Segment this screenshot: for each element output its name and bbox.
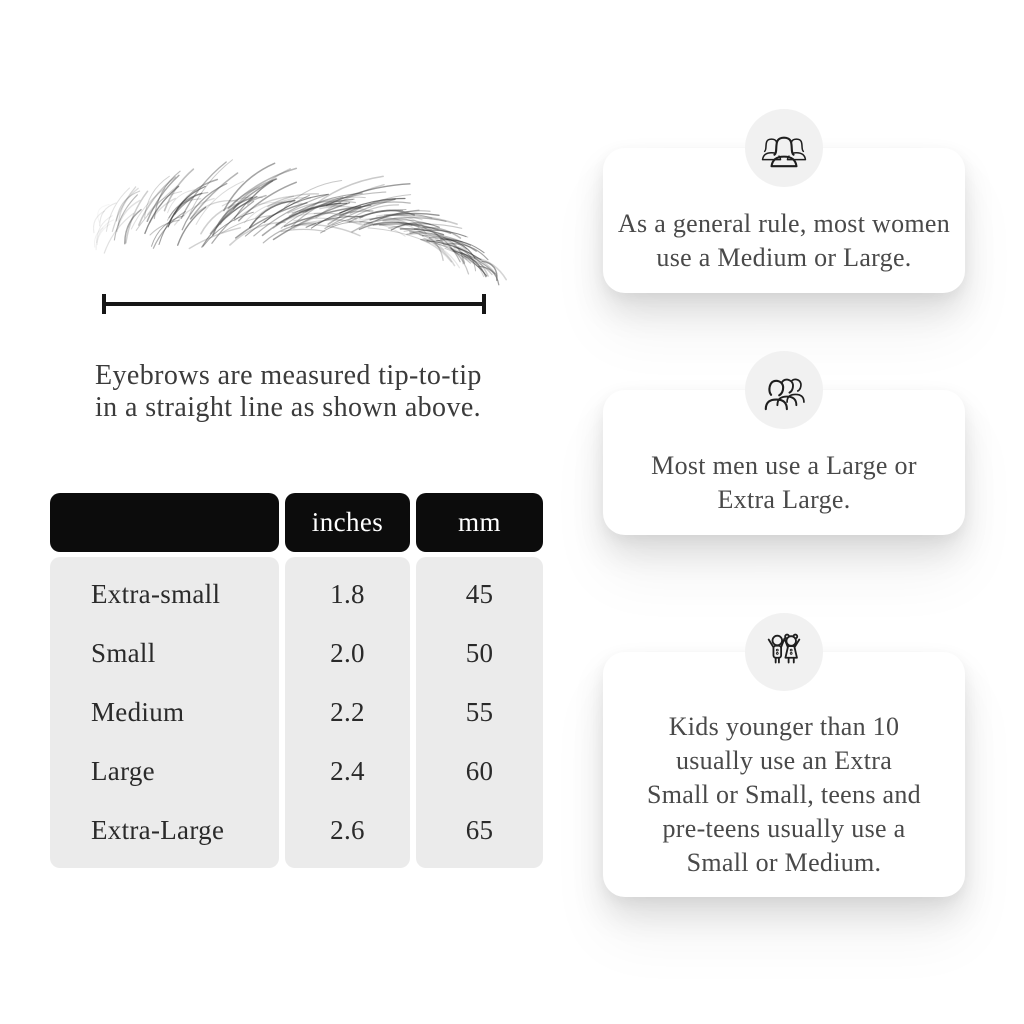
table-cell-size: Small	[91, 638, 156, 668]
info-card-kids	[603, 652, 965, 897]
table-cell-size: Extra-Large	[91, 815, 225, 845]
caption-line: Eyebrows are measured tip-to-tip	[95, 360, 482, 391]
measurement-caption	[95, 360, 515, 424]
table-header-size	[50, 493, 279, 552]
table-cell-mm: 50	[465, 638, 494, 668]
table-cell-mm: 45	[465, 579, 494, 609]
table-cell-inches: 2.0	[330, 638, 365, 668]
table-header-inches	[285, 493, 410, 552]
card-text-line: As a general rule, most women	[617, 208, 951, 238]
info-card-text	[603, 390, 965, 535]
measurement-tick-left	[102, 294, 106, 314]
info-card-text	[603, 148, 965, 293]
caption-line: in a straight line as shown above.	[95, 392, 482, 423]
table-column-mm	[416, 557, 543, 868]
measurement-line	[102, 302, 486, 306]
table-cell-mm: 60	[465, 756, 494, 786]
card-text-line: Most men use a Large or	[651, 450, 917, 480]
card-text-line: Kids younger than 10	[668, 711, 900, 741]
card-text-line: Small or Small, teens and	[647, 779, 921, 809]
table-cell-inches: 2.4	[330, 756, 365, 786]
table-cell-mm: 65	[465, 815, 494, 845]
card-text-line: Extra Large.	[717, 484, 851, 514]
table-column-inches	[285, 557, 410, 868]
card-text-line: use a Medium or Large.	[656, 242, 912, 272]
info-card-women	[603, 148, 965, 293]
table-cell-size: Extra-small	[91, 579, 221, 609]
table-cell-size: Medium	[91, 697, 185, 727]
measurement-tick-right	[482, 294, 486, 314]
table-cell-size: Large	[91, 756, 155, 786]
table-cell-inches: 2.6	[330, 815, 365, 845]
card-text-line: Small or Medium.	[686, 847, 882, 877]
table-cell-inches: 1.8	[330, 579, 365, 609]
eyebrow-illustration	[76, 156, 516, 286]
info-card-men	[603, 390, 965, 535]
info-card-text	[603, 652, 965, 897]
card-text-line: pre-teens usually use a	[662, 813, 906, 843]
table-column-sizes	[50, 557, 279, 868]
card-text-line: usually use an Extra	[675, 745, 893, 775]
table-header-mm	[416, 493, 543, 552]
table-header-mm-label: mm	[458, 507, 501, 537]
table-cell-mm: 55	[465, 697, 494, 727]
table-header-inches-label: inches	[311, 507, 384, 537]
table-cell-inches: 2.2	[330, 697, 365, 727]
